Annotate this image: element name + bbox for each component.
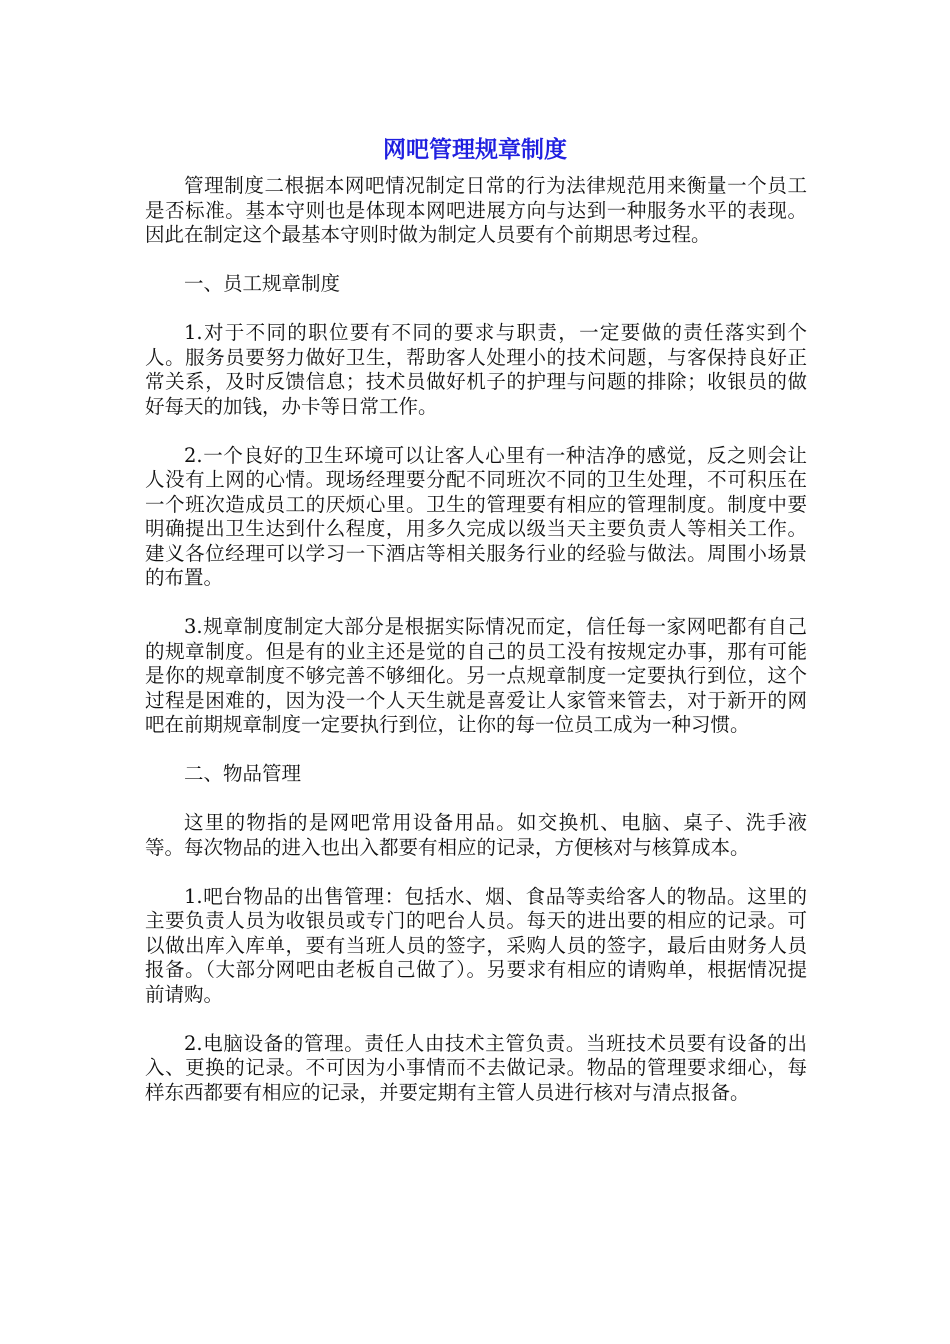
paragraph-staff-rule-1: 1.对于不同的职位要有不同的要求与职责，一定要做的责任落实到个人。服务员要努力做好卫生，帮助客人处理小的技术问题，与客保持良好正常关系，及时反馈信息；技术员做好机子的护理与问题的排除；收银员的做好每天的加钱，办卡等日常工作。 xyxy=(145,321,807,418)
document-body xyxy=(145,174,807,1130)
paragraph-goods-intro: 这里的物指的是网吧常用设备用品。如交换机、电脑、桌子、洗手液等。每次物品的进入也出入都要有相应的记录，方便核对与核算成本。 xyxy=(145,811,807,859)
paragraph-staff-rule-3: 3.规章制度制定大部分是根据实际情况而定，信任每一家网吧都有自己的规章制度。但是有的业主还是觉的自己的员工没有按规定办事，那有可能是你的规章制度不够完善不够细化。另一点规章制度一定要执行到位，这个过程是困难的，因为没一个人天生就是喜爱让人家管来管去，对于新开的网吧在前期规章制度一定要执行到位，让你的每一位员工成为一种习惯。 xyxy=(145,615,807,736)
paragraph-intro: 管理制度二根据本网吧情况制定日常的行为法律规范用来衡量一个员工是否标准。基本守则也是体现本网吧进展方向与达到一种服务水平的表现。因此在制定这个最基本守则时做为制定人员要有个前期思考过程。 xyxy=(145,174,807,246)
paragraph-goods-rule-1: 1.吧台物品的出售管理：包括水、烟、食品等卖给客人的物品。这里的主要负责人员为收银员或专门的吧台人员。每天的进出要的相应的记录。可以做出库入库单，要有当班人员的签字，采购人员的签字，最后由财务人员报备。（大部分网吧由老板自己做了）。另要求有相应的请购单，根据情况提前请购。 xyxy=(145,884,807,1006)
paragraph-staff-rule-2: 2.一个良好的卫生环境可以让客人心里有一种洁净的感觉，反之则会让人没有上网的心情。现场经理要分配不同班次不同的卫生处理，不可积压在一个班次造成员工的厌烦心里。卫生的管理要有相应的管理制度。制度中要明确提出卫生达到什么程度，用多久完成以级当天主要负责人等相关工作。建义各位经理可以学习一下酒店等相关服务行业的经验与做法。周围小场景的布置。 xyxy=(145,443,807,589)
section-heading-staff-rules: 一、员工规章制度 xyxy=(184,272,341,295)
section-heading-goods-management: 二、物品管理 xyxy=(184,762,302,785)
paragraph-goods-rule-2: 2.电脑设备的管理。责任人由技术主管负责。当班技术员要有设备的出入、更换的记录。不可因为小事情而不去做记录。物品的管理要求细心，每样东西都要有相应的记录，并要定期有主管人员进行核对与清点报备。 xyxy=(145,1031,807,1104)
document-title: 网吧管理规章制度 xyxy=(383,137,567,163)
